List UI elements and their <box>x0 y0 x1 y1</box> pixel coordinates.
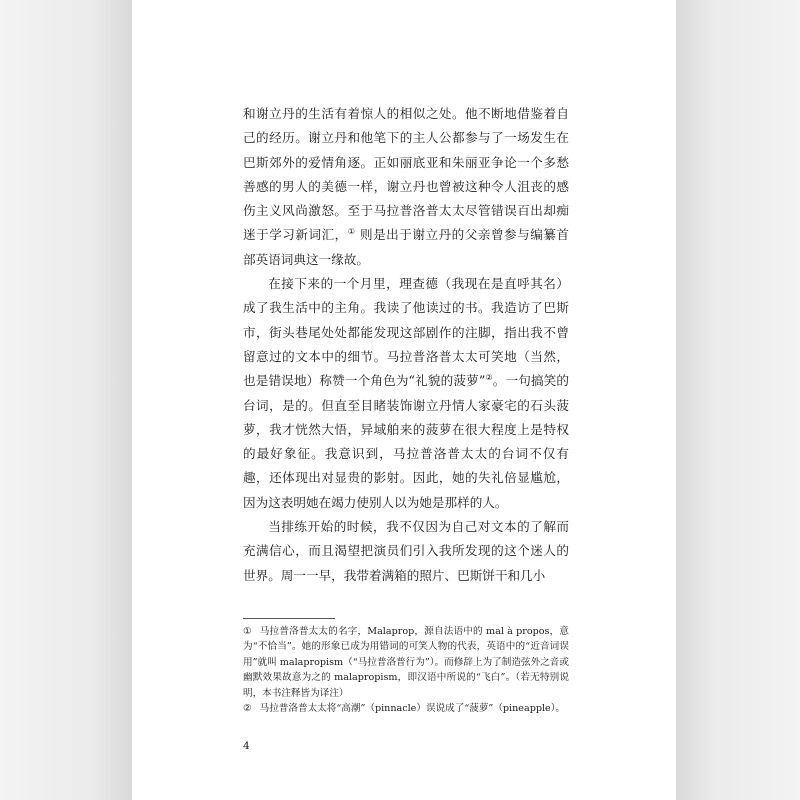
footnote-1-text: 马拉普洛普太太的名字，Malaprop，源自法语中的 mal à propos，意为“不恰当”。她的形象已成为用错词的可笑人物的代表，英语中的“近音词误用”就叫 malapropism（“马拉普洛普行为”）。而修辞上为了制造弦外之音或幽默效果故意为之的 malapropism，即汉语中所说的“飞白”。（若无特别说明，本书注释皆为译注） <box>243 626 569 699</box>
paragraph-1-continued: 则是出于谢立丹的父亲曾参与编纂首部英语词典这一缘故。 <box>243 227 570 267</box>
paragraph-1 <box>243 102 569 272</box>
footnote-1 <box>243 624 569 701</box>
right-margin-shadow <box>676 0 800 800</box>
paragraph-2-text: 在接下来的一个月里，理查德（我现在是直呼其名）成了我生活中的主角。我读了他读过的书。我造访了巴斯市，街头巷尾处处都能发现这部剧作的注脚，指出我不曾留意过的文本中的细节。马拉普洛普太太可笑地（当然，也是错误地）称赞一个角色为“礼貌的菠萝” <box>243 276 569 389</box>
page-number: 4 <box>243 740 250 752</box>
paragraph-3-text: 当排练开始的时候，我不仅因为自己对文本的了解而充满信心，而且渴望把演员们引入我所发现的这个迷人的世界。周一一早，我带着满箱的照片、巴斯饼干和几小 <box>243 519 569 583</box>
paragraph-2-continued: 。一句搞笑的台词，是的。但直至目睹装饰谢立丹情人家豪宅的石头菠萝，我才恍然大悟，异域舶来的菠萝在很大程度上是特权的最好象征。我意识到，马拉普洛普太太的台词不仅有趣，还体现出对显贵的影射。因此，她的失礼倍显尴尬，因为这表明她在竭力使别人以为她是那样的人。 <box>243 373 570 510</box>
book-page <box>132 0 676 800</box>
footnote-ref-1: ① <box>347 227 356 237</box>
footnote-1-mark: ① <box>243 626 252 637</box>
footnotes <box>243 624 569 716</box>
footnote-2 <box>243 701 569 716</box>
paragraph-2 <box>243 272 569 515</box>
footnote-2-text: 马拉普洛普太太将“高潮”（pinnacle）误说成了“菠萝”（pineapple）。 <box>259 703 566 715</box>
paragraph-1-text: 和谢立丹的生活有着惊人的相似之处。他不断地借鉴着自己的经历。谢立丹和他笔下的主人公都参与了一场发生在巴斯郊外的爱情角逐。正如丽底亚和朱丽亚争论一个多愁善感的男人的美德一样，谢立丹也曾被这种令人沮丧的感伤主义风尚激怒。至于马拉普洛普太太尽管错误百出却痴迷于学习新词汇， <box>243 106 569 243</box>
left-margin-shadow <box>0 0 132 800</box>
footnote-2-mark: ② <box>243 703 252 715</box>
footnote-separator <box>243 618 335 619</box>
body-text <box>243 102 569 588</box>
paragraph-3 <box>243 515 569 588</box>
footnote-ref-2: ② <box>485 373 493 383</box>
